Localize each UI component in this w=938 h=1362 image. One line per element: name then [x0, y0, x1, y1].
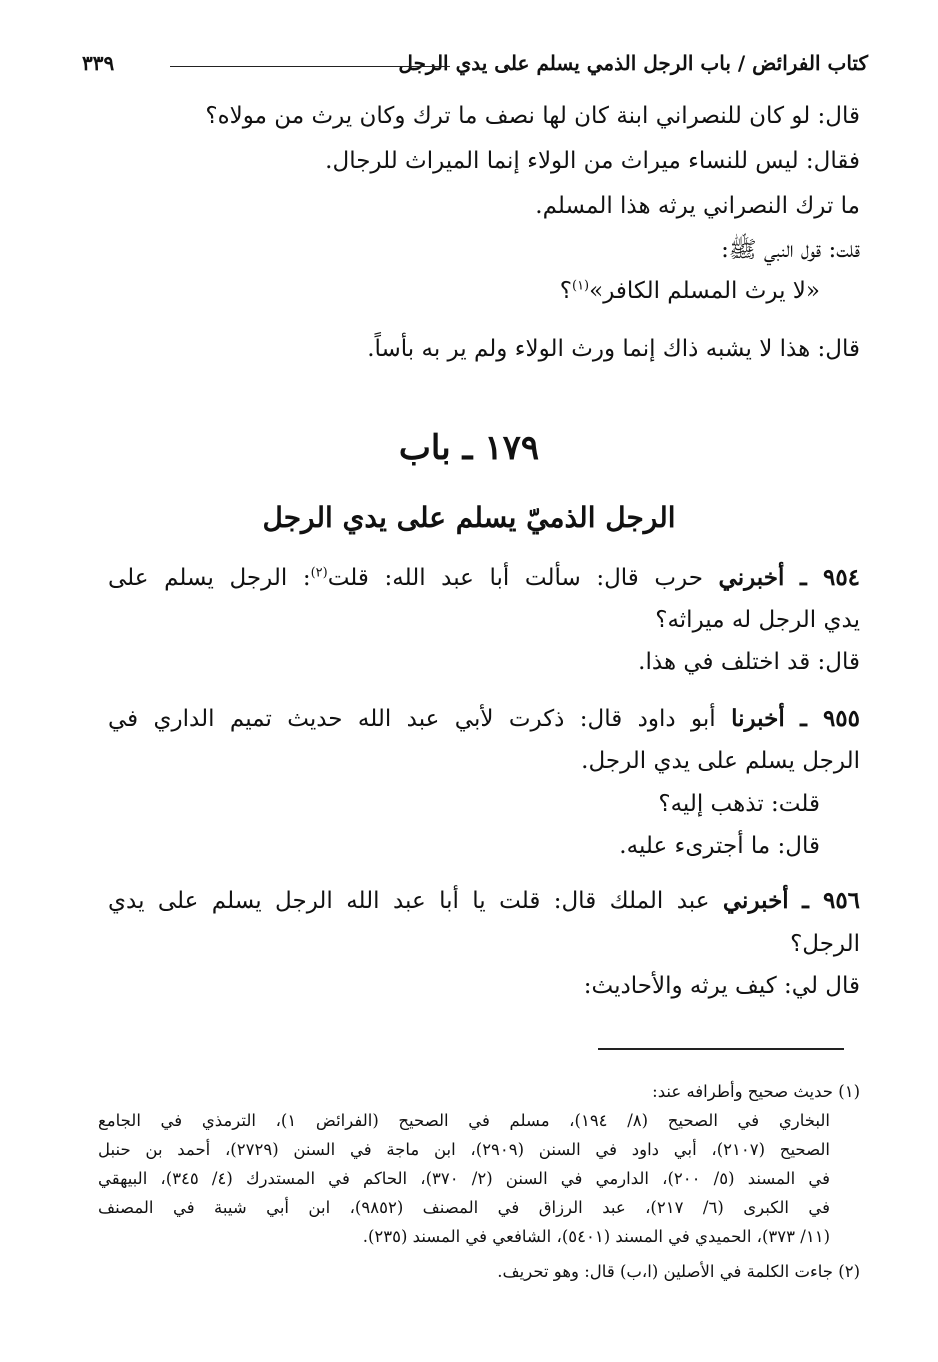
footnote-ref: (١)	[571, 278, 590, 294]
header-title: كتاب الفرائض / باب الرجل الذمي يسلم على يدي الرجل	[398, 51, 868, 75]
narration-lead: أخبرنا	[731, 705, 785, 732]
text-line: قال: ما أجترىء عليه.	[619, 833, 820, 859]
text-line: قلت: تذهب إليه؟	[658, 791, 820, 817]
page-number: ٣٣٩	[82, 51, 115, 75]
running-header	[78, 48, 868, 84]
text-line: قال: لو كان للنصراني ابنة كان لها نصف ما ترك وكان يرث من مولاه؟	[205, 103, 860, 129]
narration-number: ٩٥٥ ـ	[800, 705, 860, 732]
footnote-number: (١)	[838, 1082, 860, 1101]
footnote-number: (٢)	[838, 1262, 860, 1281]
question-mark: ؟	[559, 278, 572, 304]
footnote-text: الصحيح (٢١٠٧)، أبي داود في السنن (٢٩٠٩)، ابن ماجة في السنن (٢٧٢٩)، أحمد بن حنبل	[98, 1140, 830, 1159]
footnote-text: حديث صحيح وأطرافه عند:	[652, 1082, 833, 1101]
narration-954-line	[108, 562, 860, 594]
footnote-text: في المسند (٥/ ٢٠٠)، الدارمي في السنن (٢/ ٣٧٠)، الحاكم في المستدرك (٤/ ٣٤٥)، البيهقي	[98, 1169, 830, 1188]
hadith-quote-line	[560, 275, 820, 307]
narration-lead: أخبرني	[718, 564, 785, 591]
narration-text: أبو داود قال: ذكرت لأبي عبد الله حديث تميم الداري في	[108, 706, 716, 732]
text-line: ما ترك النصراني يرثه هذا المسلم.	[535, 193, 860, 219]
footnote-rule	[598, 1048, 844, 1050]
footnote-ref: (٢)	[310, 565, 328, 581]
narration-number: ٩٥٦ ـ	[802, 887, 861, 914]
narration-lead: أخبرني	[722, 887, 789, 914]
footnote-text: (١١/ ٣٧٣)، الحميدي في المسند (٥٤٠١)، الشافعي في المسند (٢٣٥).	[362, 1227, 830, 1246]
footnote-text: في الكبرى (٦/ ٢١٧)، عبد الرزاق في المصنف (٩٨٥٢)، ابن أبي شيبة في المصنف	[98, 1198, 830, 1217]
text-line: يدي الرجل له ميراثه؟	[655, 607, 860, 633]
text-line: قال: هذا لا يشبه ذاك إنما ورث الولاء ولم ير به بأساً.	[367, 336, 860, 362]
narration-text: : الرجل يسلم على	[108, 565, 311, 591]
text-line: فقال: ليس للنساء ميراث من الولاء إنما الميراث للرجال.	[325, 148, 860, 174]
chapter-heading: ١٧٩ ـ باب	[398, 428, 540, 468]
text-line: قال لي: كيف يرثه والأحاديث:	[583, 973, 860, 999]
header-rule	[170, 66, 450, 67]
footnote-1-line	[652, 1078, 860, 1106]
narration-955-line	[108, 703, 860, 735]
narration-number: ٩٥٤ ـ	[799, 564, 861, 591]
narration-text: عبد الملك قال: قلت يا أبا عبد الله الرجل يسلم على يدي	[108, 888, 710, 914]
text-line: قلت: قول النبي ﷺ:	[721, 237, 860, 263]
footnote-2-line	[497, 1258, 860, 1286]
text-line: الرجل؟	[790, 931, 860, 957]
narration-text: حرب قال: سألت أبا عبد الله: قلت	[327, 565, 703, 591]
footnote-text: البخاري في الصحيح (٨/ ١٩٤)، مسلم في الصحيح (الفرائض ١)، الترمذي في الجامع	[98, 1111, 830, 1130]
footnote-text: جاءت الكلمة في الأصلين (ا،ب) قال: وهو تحريف.	[497, 1262, 833, 1281]
text-line: قال: قد اختلف في هذا.	[638, 649, 860, 675]
text-line: الرجل يسلم على يدي الرجل.	[581, 748, 860, 774]
hadith-quote: «لا يرث المسلم الكافر»	[589, 278, 820, 304]
chapter-title: الرجل الذميّ يسلم على يدي الرجل	[262, 501, 676, 534]
narration-956-line	[108, 885, 860, 917]
